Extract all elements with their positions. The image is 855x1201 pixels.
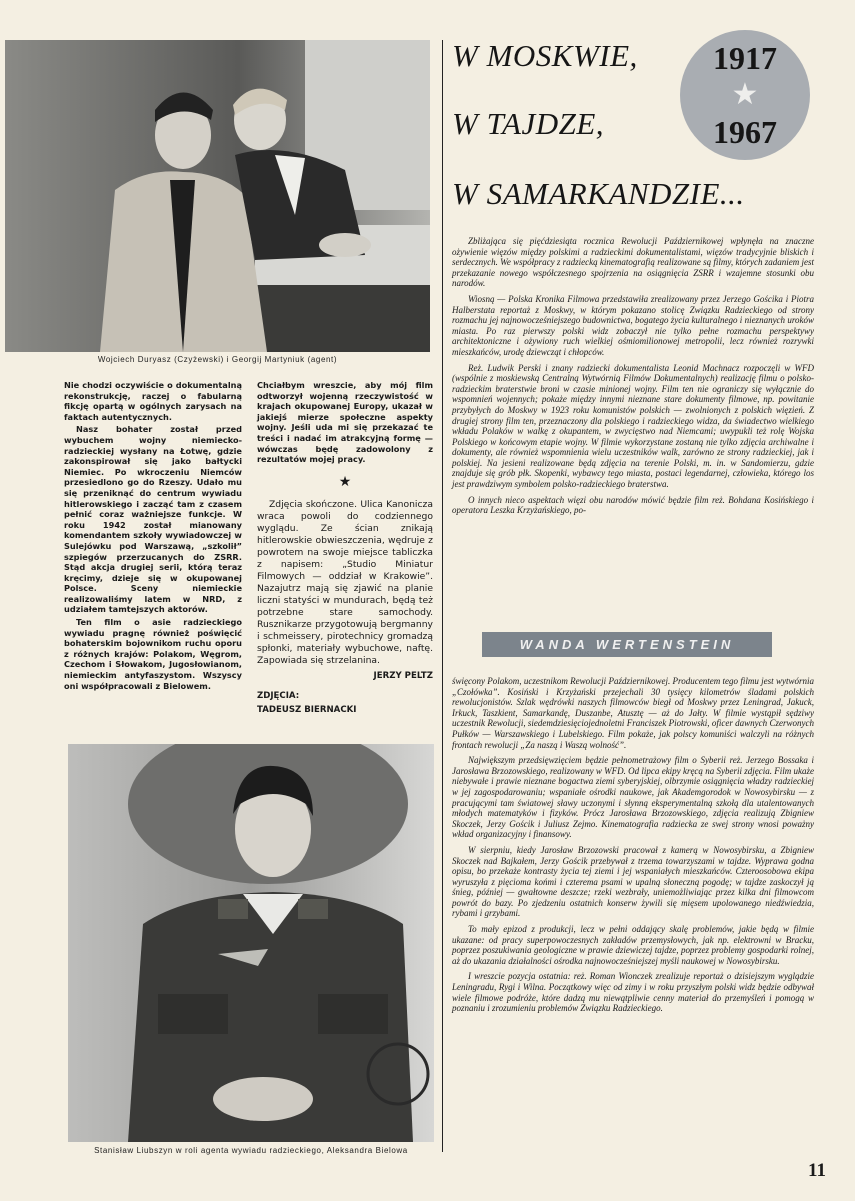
paragraph: Reż. Ludwik Perski i znany radziecki dokumentalista Leonid Machnacz rozpoczęli w WFD (wspólnie z moskiewską Centralną Wytwórnią Filmów Dokumentalnych) realizację filmu o polsko-radzieckim braterstwie broni w czasie minionej wojny. Film ten nie ograniczy się wyłącznie do wspomnień wojennych; pokaże między innymi nieznane stare dokumenty filmowe, np. powitanie przybyłych do Moskwy w 1923 roku komunistów polskich — zwolnionych z polskich więzień. Z drugiej strony film ten, przeznaczony dla polskiego i radzieckiego widza, da świadectwo wielkiego wkładu Polaków w walkę z okupantem, w zwycięstwo nad Niemcami; uwypukli też rolę Wojska Polskiego w końcowym etapie wojny. W filmie wykorzystane zostaną nie tylko zdjęcia archiwalne i dokumenty, ale również wspomnienia wielu uczestników walk, zarówno ze strony radzieckiej, jak i polskiej. Na jesieni realizowane będą zdjęcia na terenie Polski, m. in. w Sandomierzu, gdzie znajduje się grób płk. Skopenki, wybawcy tego miasta, postaci legendarnej, człowieka, którego los jest prawdziwym symbolem polsko-radzieckiego braterstwa. (452, 362, 814, 490)
photo-two-men-window (5, 40, 430, 352)
paragraph: Nasz bohater został przed wybuchem wojny niemiecko-radzieckiej wysłany na Łotwę, gdzie zakonspirował się jako bałtycki Niemiec. Po wkroczeniu Niemców przesiedlono go do Rzeszy. Udało mu się przeniknąć do centrum wywiadu hitlerowskiego i zacząć tam z czasem pełnić coraz ważniejsze funkcje. W roku 1942 został mianowany komendantem szkoły wywiadowczej w Sulejówku pod Warszawą, „szkolił” szpiegów przerzucanych do ZSRR. Stąd akcja drugiej serii, którą teraz kręcimy, dzieje się w okupowanej Polsce. Sceny niemieckie realizowaliśmy latem w NRD, z udziałem tamtejszych aktorów. (64, 424, 242, 615)
badge-star-icon: ★ (731, 77, 759, 112)
headline-line-2: W TAJDZE, (452, 106, 605, 141)
photo-bottom-caption: Stanisław Liubszyn w roli agenta wywiadu radzieckiego, Aleksandra Bielowa (94, 1146, 408, 1155)
headline-line-3: W SAMARKANDZIE... (452, 176, 745, 211)
paragraph: O innych nieco aspektach więzi obu narodów mówić będzie film reż. Bohdana Kosińskiego i operatora Leszka Krzyżańskiego, po- (452, 494, 814, 516)
badge-year-start: 1917 (713, 40, 777, 76)
photo-credit-name: TADEUSZ BIERNACKI (257, 704, 357, 715)
paragraph: Zbliżająca się pięćdziesiąta rocznica Rewolucji Październikowej wpłynęła na znaczne ożywienie więzów między polskimi a radzieckimi dokumentalistami, więzów tradycyjnie bliskich i serdecznych. We współpracy z radziecką kinematografią realizowane są filmy, których zadaniem jest przekazanie nowego współczesnego spojrzenia na osiągnięcia ZSRR i wzajemne stosunki obu narodów. (452, 236, 814, 289)
author-name: JERZY PELTZ (373, 671, 433, 682)
photo-top-caption: Wojciech Duryasz (Czyżewski) i Georgij Martyniuk (agent) (97, 355, 338, 364)
headline-line-1: W MOSKWIE, (452, 38, 638, 73)
paragraph: Ten film o asie radzieckiego wywiadu pragnę również poświęcić bohaterskim bojownikom ruchu oporu z różnych krajów: Polakom, Węgrom, Czechom i Słowakom, Jugosłowianom, niemieckim antyfaszystom. Wszyscy oni współpracowali z Bielowem. (64, 617, 242, 691)
paragraph: Nie chodzi oczywiście o dokumentalną rekonstrukcję, raczej o fabularną fikcję opartą w ogólnych zarysach na faktach autentycznych. (64, 380, 242, 422)
paragraph: I wreszcie pozycja ostatnia: reż. Roman Wionczek zrealizuje reportaż o dzisiejszym wyglądzie Leningradu, Rygi i Wilna. Początkowy więc od zimy i w roku przyszłym polski widz będzie odbywał wiele filmowe podróże, które dadzą mu niewątpliwie cenny materiał do przemyśleń i pomogą w poznaniu i zrozumieniu problemów Związku Radzieckiego. (452, 971, 814, 1014)
section-separator-star: ★ (338, 473, 352, 490)
author-banner: WANDA WERTENSTEIN (482, 632, 772, 657)
paragraph: Zdjęcia skończone. Ulica Kanonicza wraca powoli do codziennego wyglądu. Ze ścian znikają hitlerowskie obwieszczenia, wędruje z powrotem na swoje miejsce tabliczka z napisem: „Studio Miniatur Filmowych — oddział w Krakowie”. Nazajutrz mają się zjawić na planie liczni statyści w mundurach, będą też potrzebne stare samochody. Rusznikarze przygotowują bergmanny i schmeissery, pirotechnicy gromadzą spłonki, materiały wybuchowe, naftę. Zapowiada się strzelanina. (257, 499, 433, 667)
left-column-text (64, 380, 242, 693)
paragraph: Największym przedsięwzięciem będzie pełnometrażowy film o Syberii reż. Jerzego Bossaka i Jarosława Brzozowskiego, realizowany w WFD. Od lipca ekipy kręcą na Syberii zdjęcia. Film ukaże niebywałe i prawie nieznane bogactwa ziemi syberyjskiej, olbrzymie osiągnięcia władzy radzieckiej w jej zagospodarowaniu; wspaniałe ośrodki naukowe, jak Akademgorodok w Nowosybirsku — z pracującymi tam światowej sławy uczonymi i słynną eksperymentalną szkołą dla utalentowanych młodych matematyków i fizyków. Prócz Jarosława Brzozowskiego, zdjęcia realizują Zbigniew Skoczek, Jerzy Gościk i Juliusz Zejmo. Kinematografia radziecka ze swej strony wnosi poważny wkład organizacyjny i finansowy. (452, 755, 814, 840)
photo-credit-label: ZDJĘCIA: (257, 690, 300, 701)
badge-year-end: 1967 (713, 114, 777, 150)
page-number: 11 (808, 1160, 826, 1181)
anniversary-badge (680, 30, 810, 160)
middle-column-text (257, 380, 433, 715)
right-column-top-text (452, 236, 814, 521)
paragraph: Wiosną — Polska Kronika Filmowa przedstawiła zrealizowany przez Jerzego Gościka i Piotra Halberstata reportaż z Moskwy, w którym pokazano stolicę Związku Radzieckiego od strony rozmachu jej najnowocześniejszego budownictwa, bogatego życia kulturalnego i nieznanych uroków miasta. Po raz pierwszy polski widz zobaczył nie tylko pełne rozmachu perspektywy architektoniczne i ożywiony ruch wielkiej ośmiomilionowej metropolii, lecz również rozrywki mieszkańców, urodę dziewcząt i chłopców. (452, 293, 814, 357)
photo-officer-uniform (68, 744, 434, 1142)
paragraph: W sierpniu, kiedy Jarosław Brzozowski pracował z kamerą w Nowosybirsku, a Zbigniew Skoczek nad Bajkałem, Jerzy Gościk przebywał z trzema towarzyszami w tajdze. Wyprawa godna opisu, bo przekaże kontrasty życia tej ziemi i jej wspaniałych mieszkańców. Czteroosobowa ekipa wyruszyła z pięcioma końmi i czterema psami w upalną słoneczną pogodę; w tajdze zaskoczył ją śnieg, później — gwałtowne deszcze; rzeki wezbrały, uniemożliwiając przez kilka dni filmowcom powrót do bazy. Po zjedzeniu ostatnich konserw żywili się mięsem upolowanego niedźwiedzia, rybami i grzybami. (452, 844, 814, 919)
paragraph: Chciałbym wreszcie, aby mój film odtworzył wojenną rzeczywistość w krajach okupowanej Europy, ukazał w jakiejś mierze społeczne aspekty wojny. Jeśli uda mi się przekazać te treści i nadać im atrakcyjną formę — wówczas będę zadowolony z rezultatów mojej pracy. (257, 380, 433, 465)
paragraph: święcony Polakom, uczestnikom Rewolucji Październikowej. Producentem tego filmu jest wytwórnia „Czołówka”. Kosiński i Krzyżański przejechali 30 tysięcy kilometrów śladami polskich rewolucjonistów. Szlak wędrówki naszych filmowców biegł od Moskwy przez Leningrad, Jakuck, Irkuck, Taszkient, Samarkandę, Duszanbe, Atusztę — aż do Jałty. W filmie wystąpił sędziwy uczestnik Rewolucji, siedemdziesięciojednoletni Franciszek Piotrowski, oficer dawnych Czerwonych Pułków — Warszawskiego i Lubelskiego. Film pokaże, jak polscy komuniści walczyli na różnych frontach rewolucji „Za naszą i Waszą wolność”. (452, 676, 814, 750)
right-column-bottom-text (452, 676, 814, 1019)
column-divider (442, 40, 443, 1152)
paragraph: To mały epizod z produkcji, lecz w pełni oddający skalę problemów, jakie będą w filmie ukazane: od pracy superpowoczesnych zakładów przemysłowych, jak np. elektrowni w Bracku, poprzez poszukiwania geologiczne w prawie dziewiczej tajdze, poprzez problemy gospodarki rolnej, aż do ukazania działalności ośrodka najnowocześniejszej myśli naukowej w Nowosybirsku. (452, 924, 814, 966)
